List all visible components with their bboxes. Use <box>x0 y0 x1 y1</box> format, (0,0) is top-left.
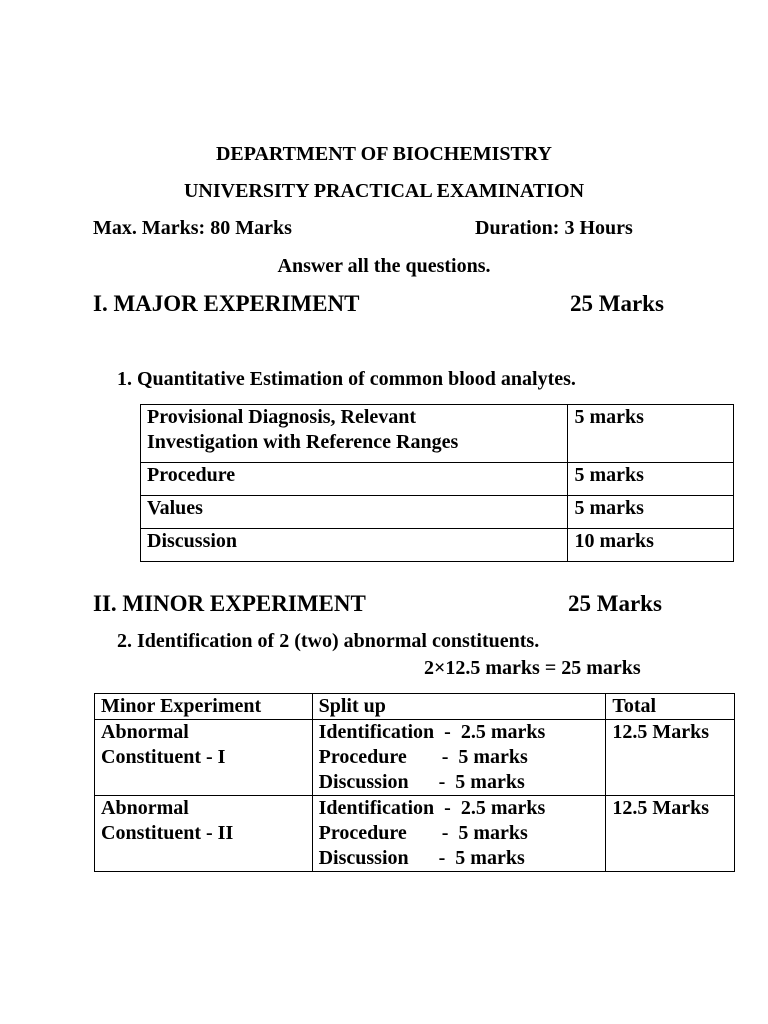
split-line: Procedure - 5 marks <box>318 746 528 768</box>
minor-experiment-table <box>94 693 735 872</box>
table-row <box>141 529 734 562</box>
major-experiment-table <box>140 404 734 562</box>
constituent-line: Abnormal <box>101 721 189 743</box>
table-cell-marks: 5 marks <box>568 405 734 463</box>
exam-title: UNIVERSITY PRACTICAL EXAMINATION <box>183 180 585 202</box>
table-row <box>141 463 734 496</box>
table-row <box>95 796 735 872</box>
constituent-line: Abnormal <box>101 797 189 819</box>
split-line: Identification - 2.5 marks <box>318 721 546 743</box>
column-header: Split up <box>312 694 606 720</box>
constituent-line: Constituent - II <box>101 822 234 844</box>
table-cell-item: Values <box>141 496 568 529</box>
table-cell-item <box>141 405 568 463</box>
section2-marks: 25 Marks <box>568 591 662 616</box>
section1-marks: 25 Marks <box>570 291 664 316</box>
split-line: Discussion - 5 marks <box>318 847 525 869</box>
split-line: Identification - 2.5 marks <box>318 797 546 819</box>
table-cell-constituent <box>95 720 313 796</box>
marks-calculation: 2×12.5 marks = 25 marks <box>424 657 641 679</box>
instruction-text: Answer all the questions. <box>277 255 491 277</box>
column-header: Total <box>606 694 735 720</box>
split-line: Procedure - 5 marks <box>318 822 528 844</box>
table-cell-item: Procedure <box>141 463 568 496</box>
table-cell-splitup <box>312 796 606 872</box>
table-cell-marks: 10 marks <box>568 529 734 562</box>
item-line: Provisional Diagnosis, Relevant <box>147 406 417 428</box>
table-header-row <box>95 694 735 720</box>
question-1: 1. Quantitative Estimation of common blood analytes. <box>117 368 576 390</box>
table-cell-marks: 5 marks <box>568 496 734 529</box>
table-cell-item: Discussion <box>141 529 568 562</box>
table-cell-constituent <box>95 796 313 872</box>
question-2: 2. Identification of 2 (two) abnormal constituents. <box>117 630 540 652</box>
department-heading: DEPARTMENT OF BIOCHEMISTRY <box>215 143 553 165</box>
constituent-line: Constituent - I <box>101 746 226 768</box>
item-line: Investigation with Reference Ranges <box>147 431 459 453</box>
column-header: Minor Experiment <box>95 694 313 720</box>
table-row <box>141 405 734 463</box>
max-marks-text: Max. Marks: 80 Marks <box>93 217 292 239</box>
section1-title: I. MAJOR EXPERIMENT <box>93 291 360 316</box>
table-cell-marks: 5 marks <box>568 463 734 496</box>
table-row <box>141 496 734 529</box>
duration-text: Duration: 3 Hours <box>475 217 633 239</box>
table-cell-total: 12.5 Marks <box>606 796 735 872</box>
section2-title: II. MINOR EXPERIMENT <box>93 591 366 616</box>
split-line: Discussion - 5 marks <box>318 771 525 793</box>
table-cell-total: 12.5 Marks <box>606 720 735 796</box>
table-cell-splitup <box>312 720 606 796</box>
table-row <box>95 720 735 796</box>
